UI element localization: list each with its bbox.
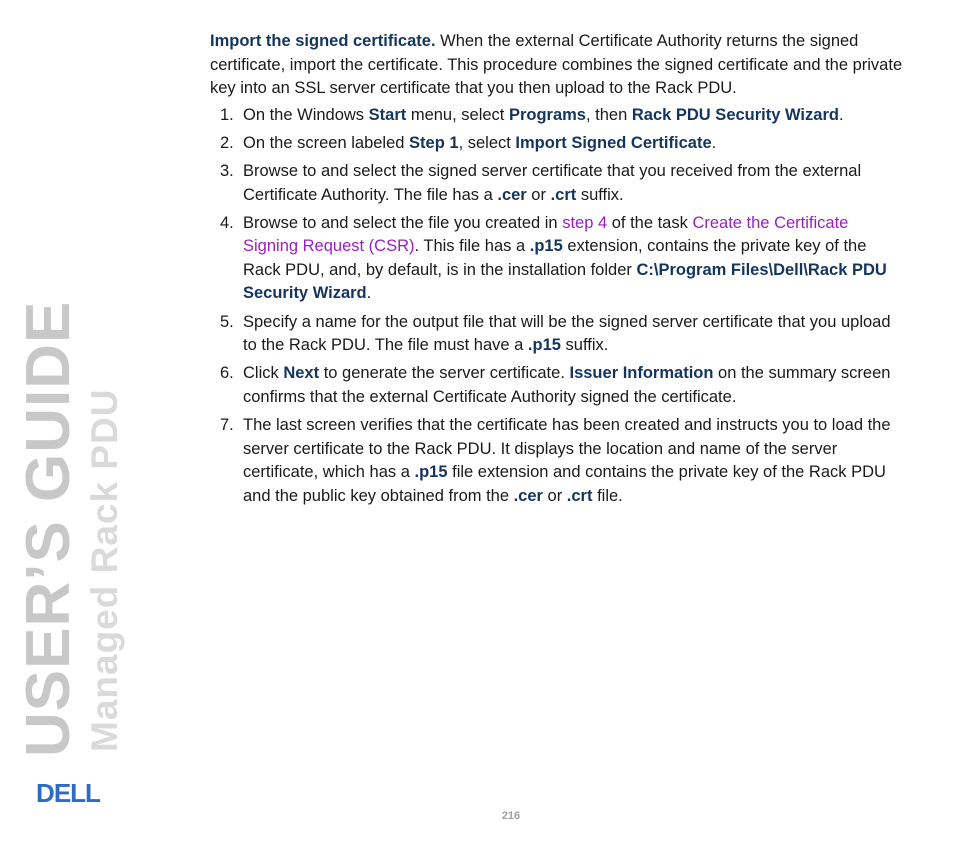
step-text: The last screen verifies that the certificate has been created and instructs you to load the server certificate to the Rack PDU. It displays the location and name of the server certificate, which has a [243,415,891,482]
step-cross-reference-link[interactable]: step 4 [562,213,608,232]
step-text: . [838,105,844,124]
sidebar-guide-title: USER’S GUIDE [14,300,83,757]
step-item [210,414,905,508]
step-emphasis: .crt [550,185,577,204]
step-text: On the screen labeled [243,133,410,152]
step-number: 6. [220,364,234,383]
step-emphasis: Programs [508,105,586,124]
step-emphasis: .crt [566,486,593,505]
intro-text: When the external Certificate Authority returns the signed certificate, import the certificate. This procedure combines the signed certificate and the private key into an SSL server certificate that you then upload to the Rack PDU. [210,32,903,98]
dell-logo [25,780,111,806]
step-text: suffix. [560,336,609,355]
step-emphasis: Next [283,364,320,383]
step-number: 4. [220,213,234,232]
step-text: on the summary screen confirms that the external Certificate Authority signed the certificate. [243,364,891,406]
step-emphasis: Rack PDU Security Wizard [631,105,839,124]
step-emphasis: Start [368,105,407,124]
main-content [210,30,905,513]
step-text: menu, select [406,105,509,124]
step-cross-reference-link[interactable]: Create the Certificate Signing Request (CSR) [243,213,849,256]
step-emphasis: .p15 [527,336,561,355]
step-item [210,212,905,306]
sidebar-product-title: Managed Rack PDU [84,388,125,752]
dell-logo-text: DELL [36,780,100,806]
step-text: . [366,284,372,303]
step-emphasis: Import Signed Certificate [515,133,712,152]
step-text: or [542,486,567,505]
step-item [210,311,905,358]
step-text: Click [243,364,284,383]
step-number: 5. [220,312,234,331]
step-text: . [711,133,717,152]
step-text: On the Windows [243,105,369,124]
step-number: 2. [220,133,234,152]
step-text: , then [585,105,632,124]
step-text: Specify a name for the output file that will be the signed server certificate that you upload to the Rack PDU. The file must have a [243,312,891,355]
step-text: , select [458,133,516,152]
intro-lead: Import the signed certificate. [210,32,436,50]
step-item [210,104,905,128]
step-number: 1. [220,105,234,124]
step-text: of the task [607,213,693,232]
step-text: extension, contains the private key of the Rack PDU, and, by default, is in the installation folder [243,237,867,279]
step-emphasis: .cer [513,486,543,505]
step-number: 7. [220,415,234,434]
step-item [210,362,905,409]
step-number: 3. [220,161,234,180]
step-text: Browse to and select the file you created in [243,213,563,232]
step-emphasis: .p15 [529,237,563,256]
step-text: to generate the server certificate. [319,364,570,383]
page-number: 216 [501,810,521,822]
step-emphasis: .p15 [414,463,448,482]
step-item [210,132,905,156]
intro-paragraph [210,30,905,101]
step-text: suffix. [576,185,624,204]
procedure-steps [210,104,905,509]
step-item [210,160,905,207]
step-emphasis: C:\Program Files\Dell\Rack PDU Security Wizard [243,260,887,303]
step-text: or [526,185,551,204]
step-text: . This file has a [414,237,530,256]
step-emphasis: Issuer Information [569,364,714,383]
step-text: file. [592,486,623,505]
step-emphasis: Step 1 [409,133,459,152]
step-text: Browse to and select the signed server certificate that you received from the external Certificate Authority. The file has a [243,161,862,204]
step-text: file extension and contains the private key of the Rack PDU and the public key obtained from the [243,463,886,505]
step-emphasis: .cer [497,185,527,204]
